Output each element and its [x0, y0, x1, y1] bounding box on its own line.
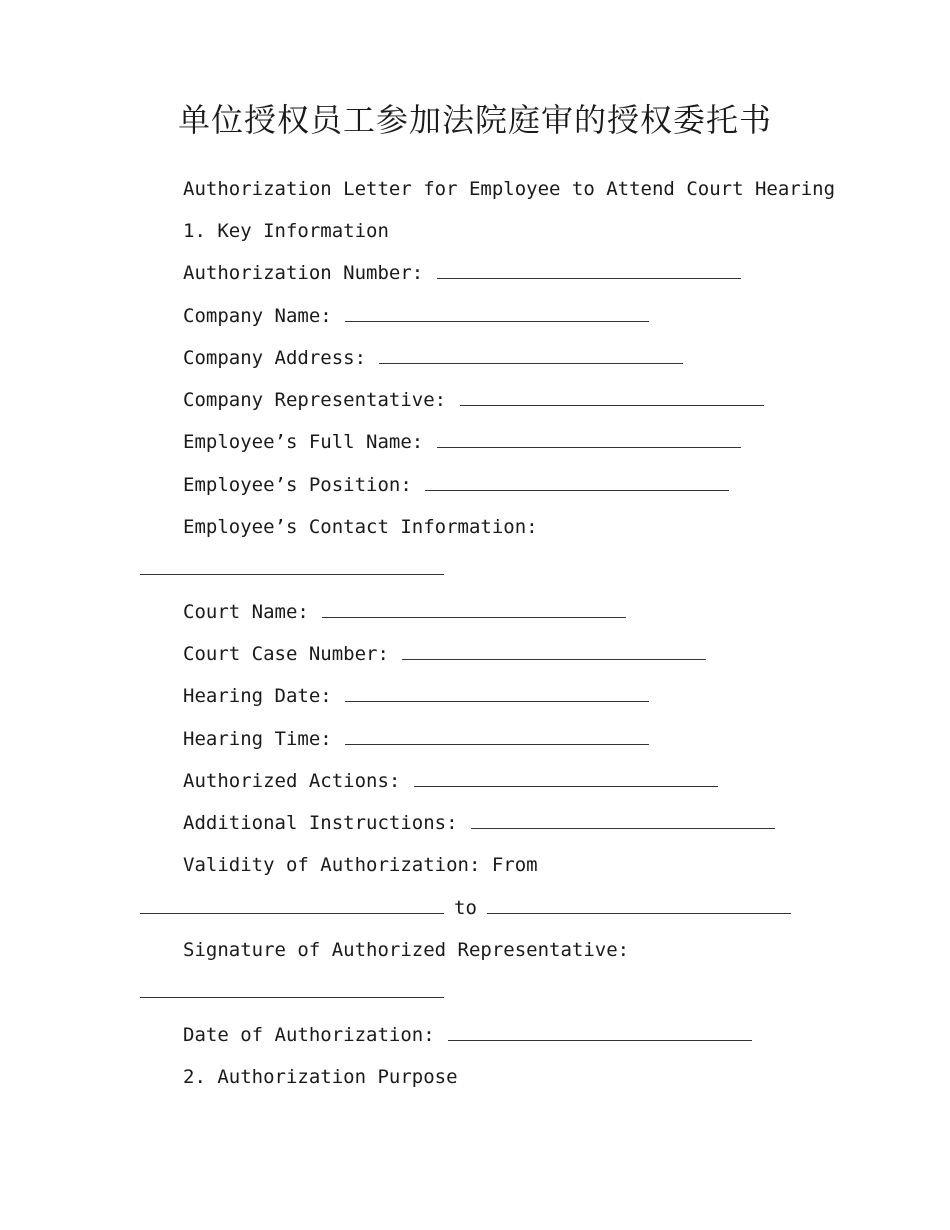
- section-heading-key-information: 1. Key Information: [183, 220, 389, 242]
- field-authorization-number: [183, 259, 741, 287]
- court-name-blank[interactable]: [322, 599, 626, 618]
- field-hearing-date: [183, 682, 649, 710]
- document-title: 单位授权员工参加法院庭审的授权委托书: [177, 101, 772, 139]
- field-additional-instructions: [183, 809, 775, 837]
- authorized-actions-blank[interactable]: [414, 768, 718, 787]
- field-label: Authorization Number:: [183, 262, 424, 284]
- field-label: Validity of Authorization: From: [183, 854, 538, 876]
- validity-range-line: [140, 894, 791, 922]
- field-label: Company Name:: [183, 305, 332, 327]
- field-label: Court Name:: [183, 601, 309, 623]
- field-employee-position: [183, 471, 729, 499]
- employee-full-name-blank[interactable]: [437, 429, 741, 448]
- field-court-name: [183, 598, 626, 626]
- field-label: Employee’s Position:: [183, 474, 412, 496]
- hearing-time-blank[interactable]: [345, 726, 649, 745]
- validity-from-blank[interactable]: [140, 895, 444, 914]
- field-label: Authorized Actions:: [183, 770, 401, 792]
- date-of-authorization-blank[interactable]: [448, 1022, 752, 1041]
- field-label: Company Representative:: [183, 389, 447, 411]
- field-label: Hearing Time:: [183, 728, 332, 750]
- field-employee-contact: [183, 513, 538, 541]
- field-court-case-number: [183, 640, 706, 668]
- field-label: Employee’s Contact Information:: [183, 516, 538, 538]
- authorization-number-blank[interactable]: [437, 260, 741, 279]
- document-subtitle: Authorization Letter for Employee to Attend Court Hearing: [183, 178, 836, 200]
- validity-to-blank[interactable]: [487, 895, 791, 914]
- field-company-address: [183, 344, 683, 372]
- section-heading-authorization-purpose: 2. Authorization Purpose: [183, 1066, 458, 1088]
- employee-position-blank[interactable]: [425, 472, 729, 491]
- company-representative-blank[interactable]: [460, 387, 764, 406]
- field-label: Hearing Date:: [183, 685, 332, 707]
- field-hearing-time: [183, 725, 649, 753]
- additional-instructions-blank[interactable]: [471, 810, 775, 829]
- company-name-blank[interactable]: [345, 303, 649, 322]
- field-employee-full-name: [183, 428, 741, 456]
- field-date-of-authorization: [183, 1021, 752, 1049]
- hearing-date-blank[interactable]: [345, 683, 649, 702]
- field-label: Employee’s Full Name:: [183, 431, 424, 453]
- field-label: Additional Instructions:: [183, 812, 458, 834]
- field-validity-from: [183, 851, 538, 879]
- validity-to-label: to: [454, 897, 477, 919]
- field-signature: [183, 936, 629, 964]
- field-authorized-actions: [183, 767, 718, 795]
- signature-blank-line: [140, 978, 444, 1006]
- employee-contact-blank[interactable]: [140, 556, 444, 575]
- signature-blank[interactable]: [140, 979, 444, 998]
- field-label: Company Address:: [183, 347, 367, 369]
- field-company-name: [183, 302, 649, 330]
- field-label: Date of Authorization:: [183, 1024, 435, 1046]
- employee-contact-blank-line: [140, 555, 444, 583]
- field-label: Court Case Number:: [183, 643, 389, 665]
- field-company-representative: [183, 386, 764, 414]
- court-case-number-blank[interactable]: [402, 641, 706, 660]
- company-address-blank[interactable]: [379, 345, 683, 364]
- field-label: Signature of Authorized Representative:: [183, 939, 630, 961]
